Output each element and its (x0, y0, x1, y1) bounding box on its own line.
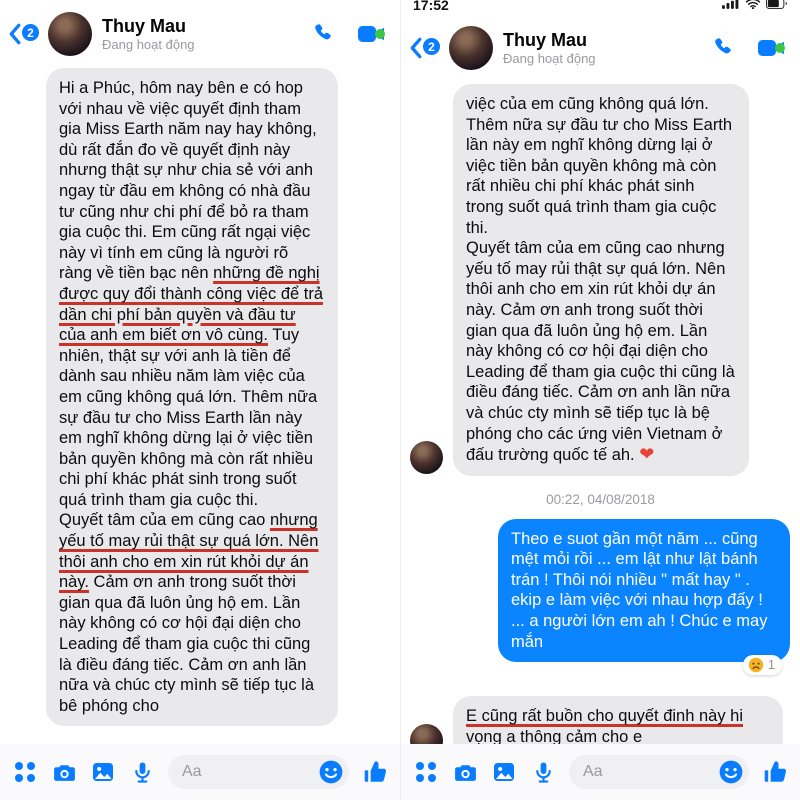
contact-avatar[interactable] (48, 12, 92, 56)
phone-icon (711, 36, 735, 60)
back-button[interactable] (409, 26, 449, 70)
contact-name: Thuy Mau (102, 15, 186, 36)
like-button[interactable] (362, 759, 388, 785)
emoji-button[interactable] (318, 759, 344, 785)
online-indicator-dot (375, 29, 385, 39)
reaction-count: 1 (768, 658, 775, 673)
voice-call-button[interactable] (308, 21, 338, 47)
camera-button[interactable] (452, 759, 478, 785)
back-chevron-icon (8, 23, 21, 45)
gallery-icon (91, 760, 115, 784)
video-call-button[interactable] (756, 35, 786, 61)
gallery-icon (492, 760, 516, 784)
sender-avatar (410, 441, 443, 474)
emoji-button[interactable] (718, 759, 744, 785)
apps-grid-button[interactable] (413, 759, 439, 785)
left-chat-area (0, 64, 400, 744)
contact-status: Đang hoạt động (102, 36, 195, 52)
camera-icon (52, 760, 77, 785)
conversation-timestamp: 00:22, 04/08/2018 (546, 491, 655, 507)
camera-button[interactable] (51, 759, 77, 785)
smiley-icon (318, 759, 344, 785)
microphone-icon (532, 760, 555, 785)
sent-message-row (401, 519, 800, 673)
contact-name: Thuy Mau (503, 29, 587, 50)
unread-count-badge: 2 (20, 22, 41, 43)
left-composer-bar (0, 744, 400, 800)
voice-call-button[interactable] (708, 35, 738, 61)
right-messenger-screenshot (400, 0, 800, 800)
message-input-wrap (569, 755, 749, 789)
gallery-button[interactable] (90, 759, 116, 785)
microphone-button[interactable] (530, 759, 556, 785)
apps-grid-button[interactable] (12, 759, 38, 785)
sender-avatar (410, 724, 443, 744)
contact-info[interactable] (503, 30, 708, 67)
sent-message-bubble: Theo e suot gần một năm ... cũng mệt mỏi rồi ... em lật như lật bánh trán ! Thôi nói nhiều " mất hay " . ekip e làm việc với nhau hợp đấy ! ... a người lớn em ah ! Chúc e may mắn (498, 519, 790, 663)
back-button[interactable] (8, 12, 48, 56)
wifi-icon (745, 0, 761, 9)
phone-icon (311, 22, 335, 46)
status-bar (401, 0, 800, 18)
battery-icon (766, 0, 788, 9)
right-chat-area (401, 78, 800, 744)
smiley-icon (718, 759, 744, 785)
contact-info[interactable] (102, 16, 308, 53)
contact-status: Đang hoạt động (503, 50, 596, 66)
received-message-row (401, 84, 800, 476)
right-composer-bar (401, 744, 800, 800)
gallery-button[interactable] (491, 759, 517, 785)
unread-count-badge: 2 (421, 36, 442, 57)
like-button[interactable] (762, 759, 788, 785)
thumbs-up-icon (362, 759, 388, 785)
microphone-button[interactable] (129, 759, 155, 785)
received-message-bubble: Hi a Phúc, hôm nay bên e có hop với nhau về việc quyết định tham gia Miss Earth năm nay hay không, dù rất đắn đo về quyết định này nhưng thật sự như chia sẻ với anh ngay từ đầu em không có nhà đầu tư cũng như chi phí để bỏ ra tham gia cuộc thi. Em cũng rất ngại việc này vì tính em cũng là người rõ ràng về tiền bạc nên những đề nghị được quy đổi thành công việc để trả dần chi phí bản quyền và đầu tư của anh em biết ơn vô cùng. Tuy nhiên, thật sự với anh là tiền để dành sau nhiều năm làm việc của em cũng không quá lớn. Thêm nữa sự đầu tư cho Miss Earth lần này em nghĩ không dừng lại ở việc tiền bản quyền không mà còn rất nhiều chi phí khác phát sinh trong suốt quá trình tham gia cuộc thi. Quyết tâm của em cũng cao nhưng yếu tố may rủi thật sự quá lớn. Nên thôi anh cho em xin rút khỏi dự án này. Cảm ơn anh trong suốt thời gian qua đã luôn ủng hộ em. Lần này không có cơ hội đại diện cho Leading để tham gia cuộc thi cũng là điều đáng tiếc. Cảm ơn anh lần nữa và chúc cty mình sẽ tiếp tục là bê phóng cho (46, 68, 338, 726)
camera-icon (453, 760, 478, 785)
online-indicator-dot (775, 43, 785, 53)
back-chevron-icon (409, 37, 422, 59)
microphone-icon (131, 760, 154, 785)
contact-avatar[interactable] (449, 26, 493, 70)
message-input-wrap (168, 755, 349, 789)
received-message-bubble: việc của em cũng không quá lớn. Thêm nữa sự đầu tư cho Miss Earth lần này em nghĩ không dừng lại ở việc tiền bản quyền không mà còn rất nhiều chi phí khác phát sinh trong suốt quá trình tham gia cuộc thi. Quyết tâm của em cũng cao nhưng yếu tố may rủi thật sự quá lớn. Nên thôi anh cho em xin rút khỏi dự án này. Cảm ơn anh trong suốt thời gian qua đã luôn ủng hộ em. Lần này không có cơ hội đại diện cho Leading để tham gia cuộc thi cũng là điều đáng tiếc. Cảm ơn anh lần nữa và chúc cty mình sẽ tiếp tục là bệ phóng cho các ứng viên Vietnam ở đấu trường quốc tế ah. ❤ (453, 84, 749, 476)
status-time: 17:52 (413, 0, 449, 13)
thumbs-up-icon (762, 759, 788, 785)
sad-face-reaction-icon (748, 657, 764, 673)
video-call-button[interactable] (356, 21, 386, 47)
apps-grid-icon (416, 762, 437, 783)
right-chat-header (401, 18, 800, 78)
apps-grid-icon (15, 762, 36, 783)
received-message-bubble: E cũng rất buồn cho quyết đinh này hi vọng a thông cảm cho e (453, 696, 783, 744)
message-reaction-badge[interactable] (743, 655, 782, 675)
cell-signal-icon (722, 0, 740, 9)
received-message-row (453, 696, 783, 744)
left-chat-header (0, 0, 400, 64)
